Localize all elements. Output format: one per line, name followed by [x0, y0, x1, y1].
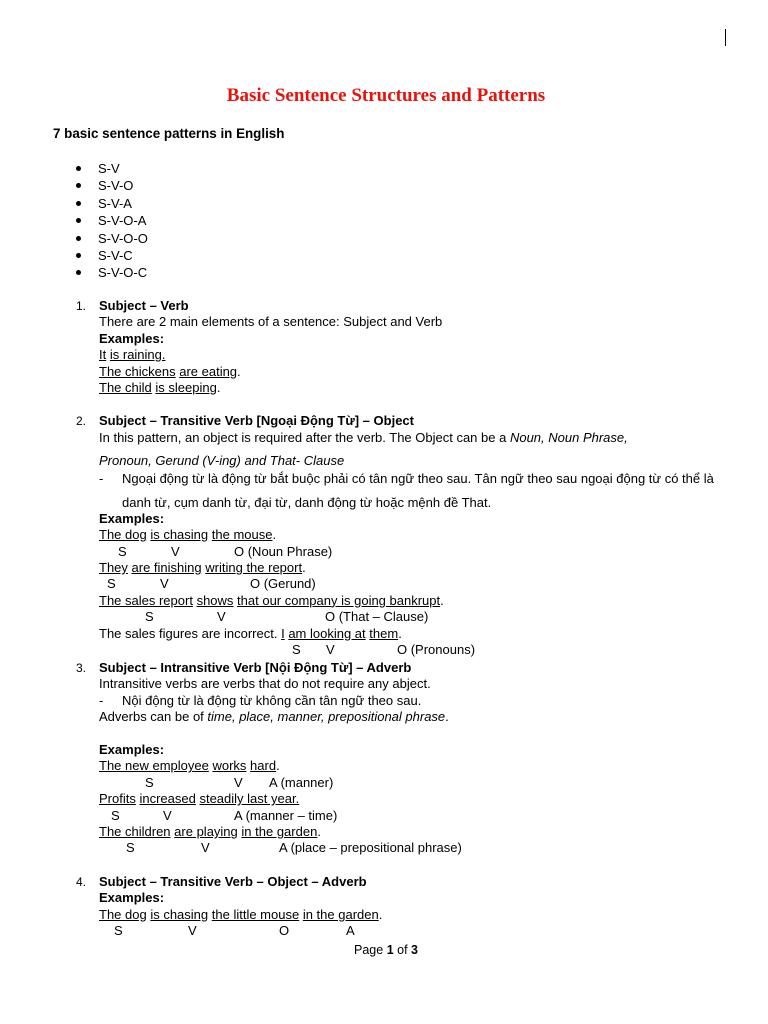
subject: The children	[99, 824, 171, 840]
verb: increased	[139, 791, 196, 807]
section-title: Subject – Transitive Verb [Ngoại Động Từ] – Object	[99, 413, 414, 428]
example-sentence	[99, 824, 739, 840]
verb: shows	[196, 592, 234, 608]
verb: is chasing	[150, 527, 209, 543]
punctuation: .	[216, 380, 221, 396]
example-sentence	[99, 758, 739, 774]
label-v: V	[234, 774, 243, 790]
pattern-label: S-V-O-A	[98, 213, 147, 229]
list-item	[76, 230, 148, 247]
verb: are eating	[179, 363, 238, 379]
pattern-label: S-V-O	[98, 178, 134, 194]
punctuation: .	[237, 363, 241, 379]
adverb-text: Adverbs can be of	[99, 709, 208, 725]
paragraph	[99, 709, 739, 725]
pattern-label: S-V-A	[98, 195, 132, 211]
label-v: V	[326, 642, 335, 658]
label-s: S	[111, 807, 120, 823]
document-title: Basic Sentence Structures and Patterns	[226, 85, 546, 106]
section-heading: 7 basic sentence patterns in English	[53, 126, 285, 141]
label-v: V	[160, 576, 169, 592]
pattern-label: S-V	[98, 161, 120, 176]
label-o: O	[279, 923, 290, 939]
blank-line	[99, 726, 739, 742]
role-labels	[99, 544, 739, 560]
object: that our company is going bankrupt	[237, 592, 441, 608]
section-title: Subject – Verb	[99, 298, 189, 313]
verb: is raining.	[109, 347, 166, 363]
section-number: 4.	[76, 875, 87, 889]
label-s: S	[118, 543, 127, 559]
label-s: S	[126, 840, 135, 856]
intro-italic: Noun, Noun Phrase,	[509, 430, 628, 446]
verb: are playing	[174, 824, 238, 840]
current-page-number: 1	[386, 943, 394, 957]
label-a: A	[346, 923, 355, 939]
punctuation: .	[317, 824, 321, 840]
label-o: O (Noun Phrase)	[234, 543, 333, 559]
list-item	[76, 177, 148, 194]
intro-text: In this pattern, an object is required after the verb. The Object can be a	[99, 430, 510, 446]
adverb: in the garden	[302, 906, 379, 922]
example-sentence	[99, 364, 739, 380]
label-a: A (place – prepositional phrase)	[279, 840, 462, 856]
subject: Profits	[99, 791, 136, 807]
bullet-icon	[76, 236, 81, 241]
punctuation: .	[378, 906, 383, 922]
adverb: steadily last year.	[199, 791, 300, 807]
label-s: S	[145, 774, 154, 790]
bullet-icon	[76, 201, 81, 206]
role-labels	[99, 609, 739, 625]
subject: The chickens	[99, 363, 176, 379]
dash-marker: -	[99, 470, 104, 486]
list-item	[76, 160, 148, 177]
role-labels	[99, 840, 739, 856]
pattern-label: S-V-C	[98, 247, 133, 263]
context-text: The sales figures are incorrect.	[99, 625, 282, 641]
label-o: O (Pronouns)	[397, 642, 476, 658]
footer-text: Page	[354, 943, 387, 957]
examples-label: Examples:	[99, 890, 165, 906]
list-item	[76, 212, 148, 229]
adverb: in the garden	[241, 824, 318, 840]
note-text: Nội động từ là động từ không cần tân ngữ theo sau.	[122, 692, 422, 708]
paragraph: There are 2 main elements of a sentence: Subject and Verb	[99, 314, 443, 330]
verb: works	[212, 758, 247, 774]
example-sentence	[99, 907, 739, 923]
label-a: A (manner – time)	[234, 807, 338, 823]
subject: The dog	[99, 906, 147, 922]
section-number: 3.	[76, 661, 87, 675]
section-title: Subject – Transitive Verb – Object – Adverb	[99, 874, 367, 889]
label-a: A (manner)	[269, 774, 334, 790]
role-labels	[99, 775, 739, 791]
examples-label: Examples:	[99, 742, 165, 758]
adverb: hard	[250, 758, 277, 774]
label-s: S	[114, 923, 123, 939]
label-v: V	[217, 609, 226, 625]
bullet-icon	[76, 218, 81, 223]
verb: am looking at	[288, 625, 366, 641]
examples-label: Examples:	[99, 330, 165, 346]
subject: I	[281, 625, 285, 641]
bullet-icon	[76, 270, 81, 275]
total-page-count: 3	[411, 943, 418, 957]
dash-marker: -	[99, 692, 104, 708]
label-v: V	[188, 923, 197, 939]
text-cursor	[725, 29, 726, 46]
list-item	[76, 247, 148, 264]
role-labels	[99, 642, 739, 658]
role-labels	[99, 923, 739, 939]
verb: is chasing	[150, 906, 209, 922]
pattern-label: S-V-O-C	[98, 265, 148, 281]
paragraph-continued: Pronoun, Gerund (V-ing) and That- Clause	[99, 453, 345, 469]
punctuation: .	[398, 625, 402, 641]
example-sentence	[99, 347, 739, 363]
footer-text: of	[393, 943, 412, 957]
punctuation: .	[276, 758, 280, 774]
punctuation: .	[445, 709, 449, 725]
pattern-list	[76, 160, 148, 282]
list-item	[76, 195, 148, 212]
section-title: Subject – Intransitive Verb [Nội Động Từ] – Adverb	[99, 660, 412, 675]
example-sentence	[99, 527, 739, 543]
label-s: S	[292, 642, 301, 658]
example-sentence	[99, 626, 739, 642]
label-v: V	[163, 807, 172, 823]
bullet-icon	[76, 183, 81, 188]
label-s: S	[107, 576, 116, 592]
examples-label: Examples:	[99, 510, 165, 526]
example-sentence	[99, 380, 739, 396]
vietnamese-note	[99, 693, 739, 709]
label-v: V	[171, 543, 180, 559]
example-sentence	[99, 791, 739, 807]
verb: is sleeping	[155, 380, 217, 396]
subject: It	[99, 347, 107, 363]
object: the mouse	[211, 527, 273, 543]
paragraph	[99, 429, 739, 446]
bullet-icon	[76, 253, 81, 258]
note-text: Ngoại động từ là động từ bắt buộc phải có tân ngữ theo sau. Tân ngữ theo sau ngoại động từ có thể là danh từ, cụm danh từ, đại từ, danh động từ hoặc mệnh đề That.	[122, 470, 714, 510]
section-number: 1.	[76, 299, 87, 313]
paragraph: Intransitive verbs are verbs that do not require any abject.	[99, 676, 431, 692]
label-s: S	[145, 609, 154, 625]
object: writing the report	[205, 560, 303, 576]
role-labels	[99, 808, 739, 824]
label-o: O (That – Clause)	[325, 609, 429, 625]
subject: The child	[99, 380, 152, 396]
label-o: O (Gerund)	[250, 576, 316, 592]
vietnamese-note	[99, 467, 737, 515]
section-number: 2.	[76, 414, 87, 428]
role-labels	[99, 576, 739, 592]
subject: The sales report	[99, 592, 193, 608]
subject: The new employee	[99, 758, 209, 774]
adverb-types: time, place, manner, prepositional phrase	[207, 709, 446, 725]
subject: The dog	[99, 527, 147, 543]
punctuation: .	[302, 560, 306, 576]
page-footer	[0, 943, 768, 957]
bullet-icon	[76, 166, 81, 171]
punctuation: .	[272, 527, 277, 543]
object: them	[369, 625, 399, 641]
pattern-label: S-V-O-O	[98, 230, 148, 246]
label-v: V	[201, 840, 210, 856]
verb: are finishing	[131, 560, 202, 576]
subject: They	[99, 560, 128, 576]
object: the little mouse	[211, 906, 300, 922]
list-item	[76, 264, 148, 281]
example-sentence	[99, 560, 739, 576]
punctuation: .	[440, 592, 444, 608]
example-sentence	[99, 593, 739, 609]
